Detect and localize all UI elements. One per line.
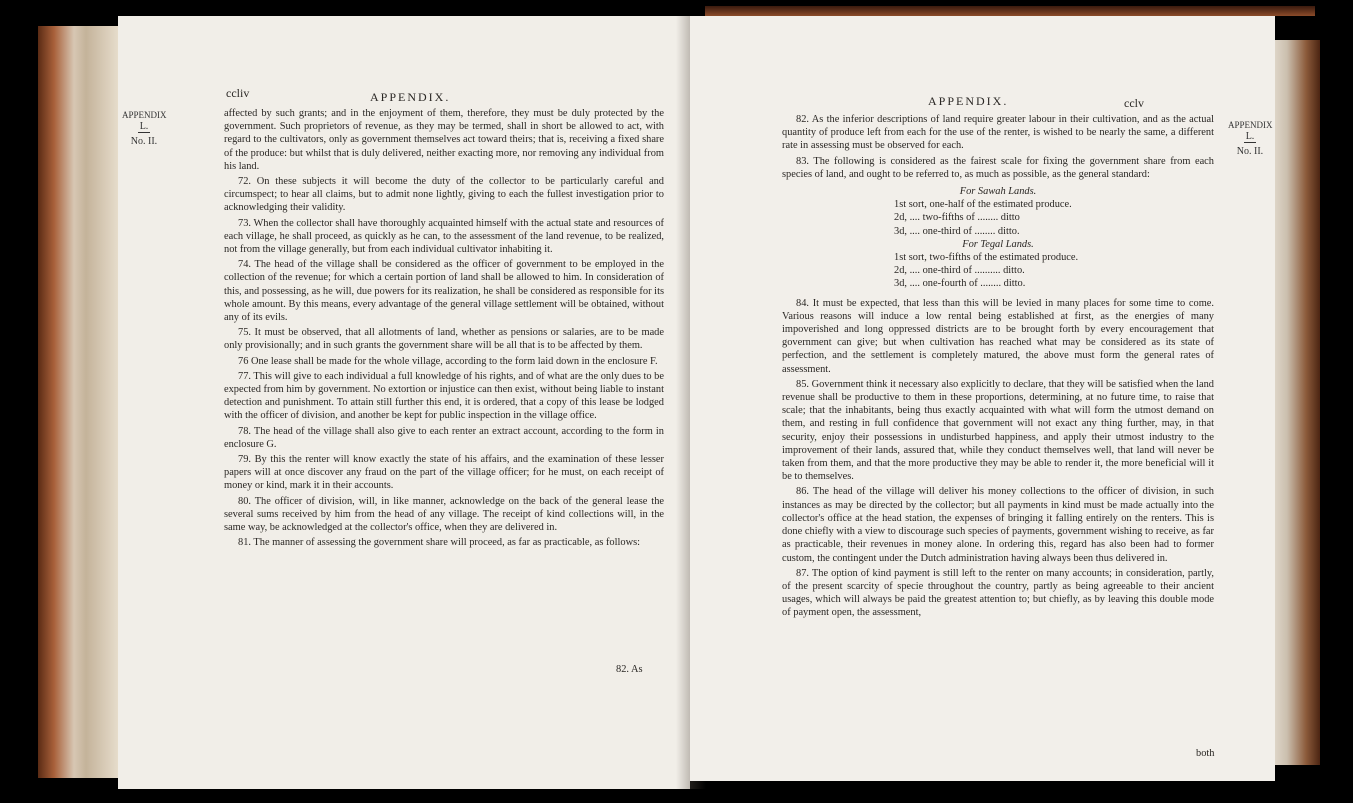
- paragraph: affected by such grants; and in the enjoyment of them, therefore, they must be duly protected by the government. Such proprietors of revenue, as they may be termed, shall in short be allowed to act, with regard to the cultivators, only as government themselves act toward theirs; that is, receiving a fixed share of the produce: but whilst that is duly delivered, neither exacting more, nor removing any individual from his land.: [224, 108, 664, 172]
- left-page-number: ccliv: [226, 86, 250, 100]
- paragraph: 75. It must be observed, that all allotments of land, whether as pensions or salaries, are to be made only provisionally; and in such grants the government share will be all that is to be affected by them.: [224, 327, 664, 352]
- paragraph: 83. The following is considered as the fairest scale for fixing the government share from each species of land, and ought to be referred to, as much as possible, as the general standard:: [782, 155, 1214, 180]
- paragraph: 80. The officer of division, will, in like manner, acknowledge on the back of the general lease the several sums received by him from the head of any village. The receipt of kind collections will, in the same way, be acknowledged at the collector's office, when they are delivered in.: [224, 495, 664, 534]
- paragraph: 87. The option of kind payment is still left to the renter on many accounts; in consideration, partly, of the present scarcity of specie throughout the country, partly as being agreeable to their ancient usages, which will always be paid the greatest attention to; but chiefly, as by leaving this double mode of payment open, the assessment,: [782, 567, 1214, 619]
- paragraph: 82. As the inferior descriptions of land require greater labour in their cultivation, and as the actual quantity of produce left from each for the use of the renter, is wished to be nearly the same, a different rate in assessing must be observed for each.: [782, 114, 1214, 152]
- paragraph: 81. The manner of assessing the government share will proceed, as far as practicable, as follows:: [238, 537, 641, 549]
- margin-appendix-label: APPENDIX: [122, 110, 167, 120]
- right-catchword: both: [1196, 748, 1215, 759]
- paragraph: 72. On these subjects it will become the duty of the collector to be particularly careful and circumspect; to hear all claims, but to admit none lightly, giving to each the fullest investigation prior to acknowledging their validity.: [224, 176, 664, 214]
- paragraph: 85. Government think it necessary also explicitly to declare, that they will be satisfied when the land revenue shall be productive to them in these proportions, determining, at no future time, to raise that scale; that the inhabitants, being thus exactly acquainted with what will form the utmost demand on them, and resting in full confidence that government will not exact any thing further, may, in that security, enjoy their possessions in undisturbed happiness, and apply their utmost industry to the improvement of their lands, assured that, while they conduct themselves well, that land will never be taken from them, and that the more productive they may be able to render it, the more beneficial will it be to themselves.: [782, 378, 1214, 483]
- right-page-number: cclv: [1124, 96, 1144, 110]
- left-margin-note: [122, 110, 166, 147]
- cover-top-edge: [705, 6, 1315, 16]
- paragraph: 86. The head of the village will deliver his money collections to the officer of division, in such instances as may be directed by the collector; but all payments in kind must be made actually into the collector's office at the head station, the expenses of bringing it falling entirely on the renters. This is done chiefly with a view to discourage such species of payments, government wishing to receive, as far as practicable, their revenues in money alone. In ordering this, regard has also been had to former custom, the contingent under the Dutch administration having always been thus delivered in.: [782, 486, 1214, 564]
- left-page-edges: [38, 26, 118, 778]
- sawah-heading: For Sawah Lands.: [959, 186, 1037, 198]
- paragraph: 79. By this the renter will know exactly the state of his affairs, and the examination of these lesser papers will at once discover any fraud on the part of the village officer; for he must, on each receipt of money or kind, mark it in their accounts.: [224, 454, 664, 492]
- left-body-text: [224, 107, 664, 552]
- paragraph: 74. The head of the village shall be considered as the officer of government to be employed in the collection of the revenue; for which a certain portion of land shall be allowed to him. In consideration of this, and possessing, as he will, due powers for its realization, he shall be considered as responsible for its whole amount. By this means, every advantage of the general village settlement will be obtained, without any of its evils.: [224, 259, 664, 324]
- scale-line: 1st sort, two-fifths of the estimated produce.: [894, 252, 1079, 264]
- right-body-text: [782, 113, 1214, 622]
- paragraph: 84. It must be expected, that less than this will be levied in many places for some time to come. Various reasons will induce a low rental being established at first, as the energies of many impoverished and long oppressed districts are to be brought forth by every encouragement that government can give; but when cultivation has reached what may be considered as its state of perfection, and the settlement is completely matured, the above must form the general rates of assessment.: [782, 297, 1214, 375]
- margin-letter: L.: [139, 121, 149, 132]
- scale-line: 2d, .... two-fifths of ........ ditto: [894, 212, 1020, 224]
- margin-number: No. II.: [130, 136, 158, 147]
- scale-line: 3d, .... one-fourth of ........ ditto.: [894, 278, 1026, 290]
- right-page: [690, 16, 1275, 781]
- right-margin-note: [1228, 120, 1272, 157]
- margin-appendix-label: APPENDIX: [1228, 120, 1273, 130]
- margin-number: No. II.: [1236, 146, 1264, 157]
- scale-line: 1st sort, one-half of the estimated produce.: [894, 199, 1072, 211]
- margin-letter: L.: [1245, 131, 1255, 142]
- left-running-head: APPENDIX.: [370, 90, 451, 104]
- scale-line: 3d, .... one-third of ........ ditto.: [894, 225, 1020, 237]
- scale-line: 2d, .... one-third of .......... ditto.: [894, 265, 1025, 277]
- left-page: [118, 16, 690, 789]
- right-running-head: APPENDIX.: [928, 94, 1009, 108]
- assessment-scale: [782, 185, 1214, 291]
- left-catchword: 82. As: [616, 664, 643, 675]
- paragraph: 73. When the collector shall have thoroughly acquainted himself with the actual state and resources of each village, he shall proceed, as quickly as he can, to the assessment of the land revenue, to be realized, not from the village generally, but from each individual cultivator inhabiting it.: [224, 217, 664, 256]
- paragraph: 77. This will give to each individual a full knowledge of his rights, and of what are the only dues to be expected from him by government. No extortion or injustice can then exist, without being liable to instant detection and punishment. To attain still further this end, it is ordered, that a copy of this lease be lodged with the officer of division, and another be kept for public inspection in the village office.: [224, 370, 664, 422]
- paragraph: 76 One lease shall be made for the whole village, according to the form laid down in the enclosure F.: [238, 355, 658, 367]
- tegal-heading: For Tegal Lands.: [962, 238, 1034, 250]
- paragraph: 78. The head of the village shall also give to each renter an extract account, according to the form in enclosure G.: [224, 425, 664, 450]
